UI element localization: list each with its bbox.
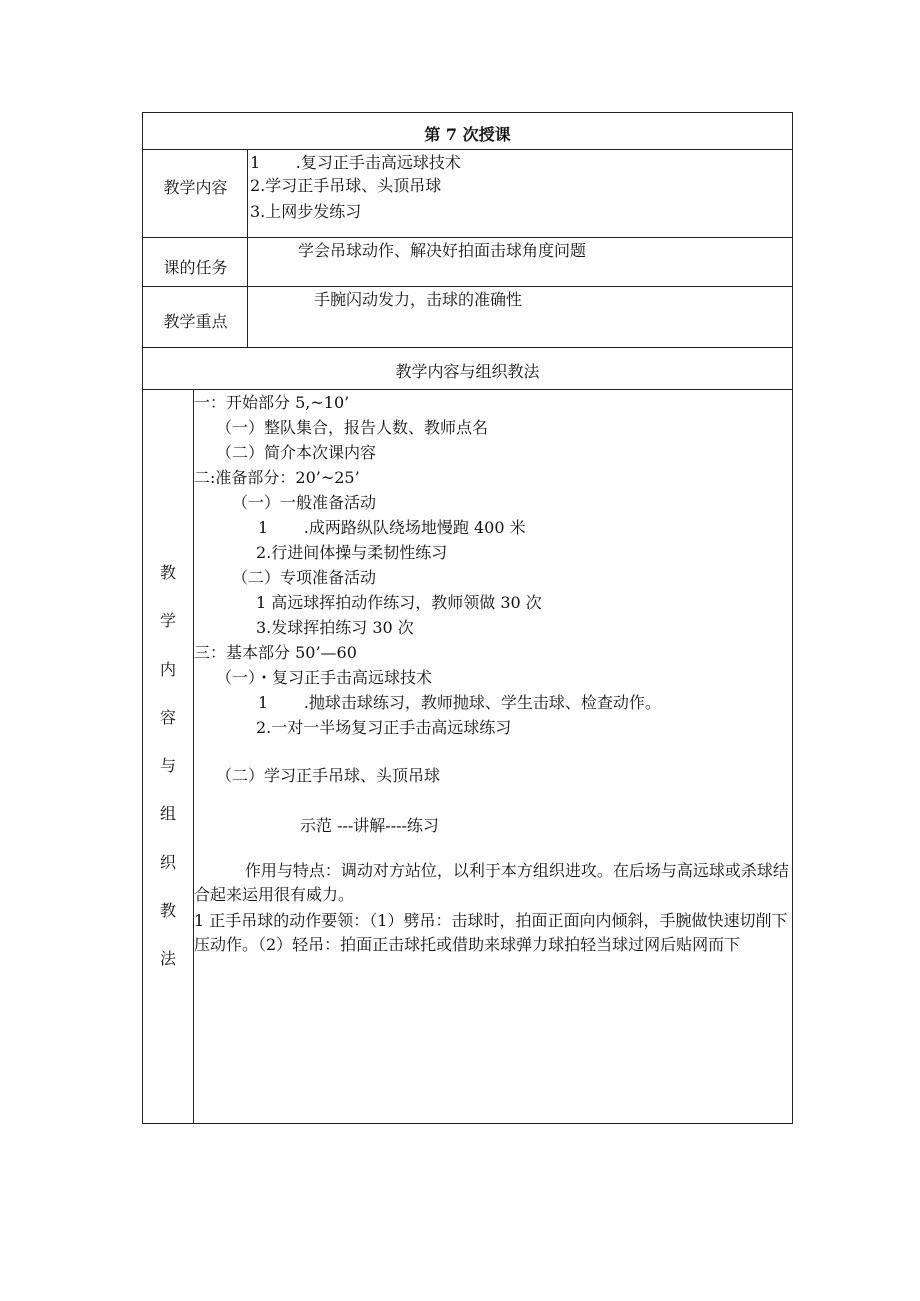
method-line: （一）・复习正手击高远球技术	[216, 668, 433, 687]
method-line: 1 .抛球击球练习，教师抛球、学生击球、检查动作。	[258, 693, 661, 712]
method-line: 一：开始部分 5,~10’	[194, 393, 350, 412]
method-side-label	[143, 563, 193, 998]
content-item: 1 .复习正手击高远球技术	[250, 153, 461, 172]
method-line: 1 高远球挥拍动作练习，教师领做 30 次	[256, 593, 542, 612]
method-line: （一）整队集合，报告人数、教师点名	[216, 418, 489, 437]
content-item: 3.上网步发练习	[250, 202, 362, 221]
label-char: 法	[159, 949, 176, 969]
method-line: （二）学习正手吊球、头顶吊球	[216, 766, 441, 785]
row-divider	[143, 237, 792, 238]
method-line: 1 .成两路纵队绕场地慢跑 400 米	[258, 518, 526, 537]
label-char: 内	[159, 659, 176, 679]
label-char: 学	[159, 611, 176, 631]
label-char: 织	[159, 852, 176, 872]
method-line: 二:准备部分：20’~25’	[194, 468, 360, 487]
method-paragraph: 1 正手吊球的动作要领：（1）劈吊：击球时，拍面正面向内倾斜，手腕做快速切削下压动作。（2）轻吊：拍面正击球托或借助来球弹力球拍轻当球过网后贴网而下	[194, 911, 788, 954]
label-char: 与	[159, 756, 176, 776]
method-line: 示范 ---讲解----练习	[300, 816, 439, 835]
method-line: 三：基本部分 50’—60	[194, 643, 357, 662]
lesson-plan-table	[142, 112, 793, 1124]
label-char: 组	[159, 804, 176, 824]
lesson-title: 第 7 次授课	[424, 125, 511, 144]
label-char: 教	[159, 563, 176, 582]
method-line: 2.行进间体操与柔韧性练习	[256, 543, 448, 562]
method-paragraph: 作用与特点：调动对方站位，以利于本方组织进攻。在后场与高远球或杀球结合起来运用很有威力。	[194, 861, 789, 904]
method-header: 教学内容与组织教法	[395, 362, 540, 381]
method-line: （一）一般准备活动	[232, 493, 377, 512]
method-line: 2.一对一半场复习正手击高远球练习	[256, 718, 512, 737]
task-label: 课的任务	[163, 258, 228, 277]
label-char: 教	[159, 901, 176, 921]
task-text: 学会吊球动作、解决好拍面击球角度问题	[298, 241, 587, 260]
method-line: （二）简介本次课内容	[216, 443, 377, 462]
focus-text: 手腕闪动发力，击球的准确性	[314, 290, 523, 309]
row-divider	[143, 347, 792, 348]
column-divider	[193, 389, 194, 1123]
row-divider	[143, 286, 792, 287]
content-label: 教学内容	[163, 178, 228, 197]
method-line: 3.发球挥拍练习 30 次	[256, 618, 414, 637]
label-char: 容	[159, 707, 176, 727]
content-item: 2.学习正手吊球、头顶吊球	[250, 176, 442, 195]
row-divider	[143, 149, 792, 150]
method-line: （二）专项准备活动	[232, 568, 377, 587]
row-divider	[143, 389, 792, 390]
focus-label: 教学重点	[163, 312, 228, 331]
